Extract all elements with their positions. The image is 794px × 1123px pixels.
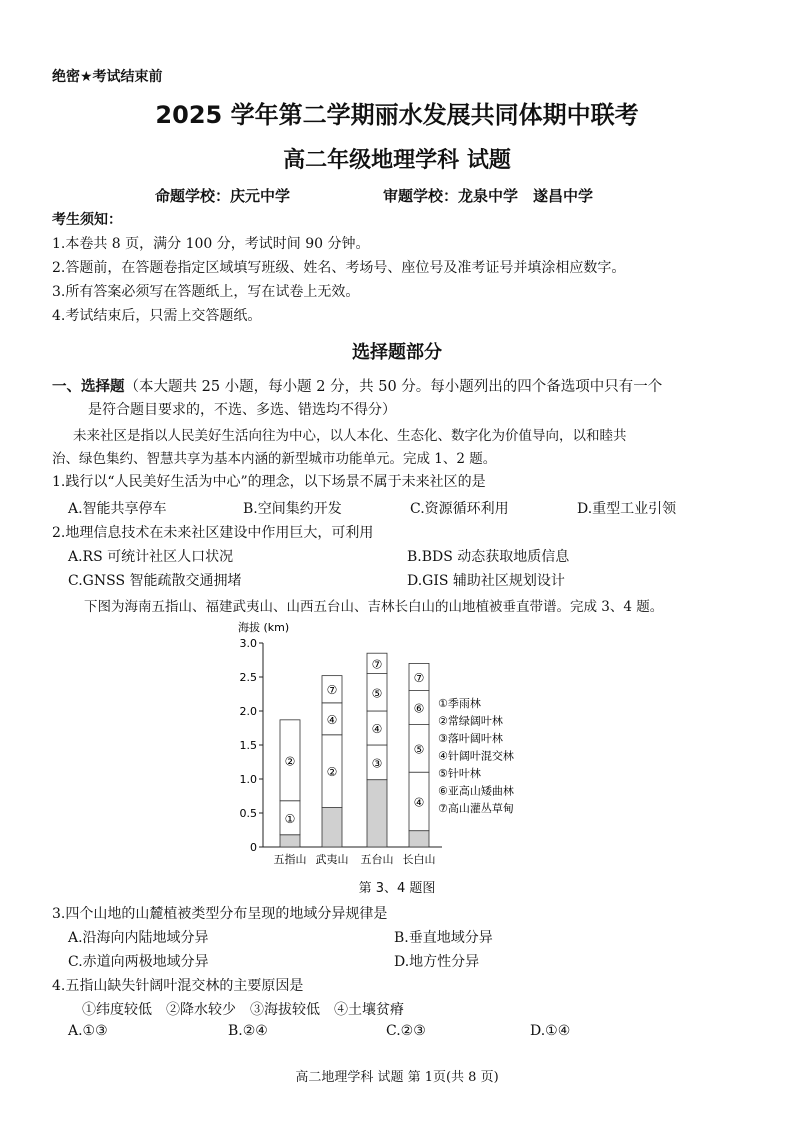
x-tick-label: 五台山 xyxy=(360,853,394,866)
passage1-line1: 未来社区是指以人民美好生活向往为中心，以人本化、生态化、数字化为价值导向，以和睦共 xyxy=(73,428,627,444)
band-label: ③ xyxy=(371,756,383,771)
y-tick-label: 2.5 xyxy=(239,671,257,684)
legend-entry: ③落叶阔叶林 xyxy=(438,732,503,745)
q2-option-a: A.RS 可统计社区人口状况 xyxy=(68,549,234,565)
y-tick-label: 2.0 xyxy=(239,705,257,718)
part1-description xyxy=(52,375,662,396)
band-label: ⑦ xyxy=(371,657,383,672)
notice-heading: 考生须知： xyxy=(52,212,122,228)
bar-base-shaded xyxy=(367,780,387,847)
q1-option-a: A.智能共享停车 xyxy=(68,501,167,517)
q1-option-b: B.空间集约开发 xyxy=(243,501,342,517)
q3-option-b: B.垂直地域分异 xyxy=(394,930,493,946)
band-label: ② xyxy=(326,765,338,780)
legend-entry: ⑦高山灌丛草甸 xyxy=(438,802,514,815)
section-title: 选择题部分 xyxy=(352,342,442,363)
y-tick-label: 1.5 xyxy=(239,739,257,752)
band-label: ② xyxy=(284,754,296,769)
exam-title: 2025 学年第二学期丽水发展共同体期中联考 xyxy=(155,101,639,129)
q3-option-c: C.赤道向两极地域分异 xyxy=(68,954,209,970)
bar-base-shaded xyxy=(280,835,300,847)
question-4-stem: 4.五指山缺失针阔叶混交林的主要原因是 xyxy=(52,978,304,994)
chart-caption: 第 3、4 题图 xyxy=(358,881,436,896)
band-label: ⑤ xyxy=(413,742,425,757)
notice-item: 2.答题前，在答题卷指定区域填写班级、姓名、考场号、座位号及准考证号并填涂相应数字。 xyxy=(52,260,626,276)
q4-factors: ①纬度较低 ②降水较少 ③海拔较低 ④土壤贫瘠 xyxy=(82,1002,404,1018)
y-tick-label: 0 xyxy=(250,841,257,854)
band-label: ① xyxy=(284,811,296,826)
q2-option-b: B.BDS 动态获取地质信息 xyxy=(407,549,570,565)
band-label: ④ xyxy=(371,722,383,736)
bar-base-shaded xyxy=(409,831,429,847)
part1-desc-line1: （本大题共 25 小题，每小题 2 分，共 50 分。每小题列出的四个备选项中只有一个 xyxy=(124,379,663,395)
passage2: 下图为海南五指山、福建武夷山、山西五台山、吉林长白山的山地植被垂直带谱。完成 3、4 题。 xyxy=(84,599,664,615)
band-label: ⑦ xyxy=(326,683,338,698)
secrecy-mark: 绝密★考试结束前 xyxy=(52,69,163,85)
x-tick-label: 长白山 xyxy=(402,853,436,866)
y-tick-label: 3.0 xyxy=(239,637,257,650)
q1-option-c: C.资源循环利用 xyxy=(410,501,509,517)
q4-option-c: C.②③ xyxy=(386,1023,426,1039)
vegetation-zone-chart xyxy=(230,615,550,873)
q3-option-a: A.沿海向内陆地域分异 xyxy=(68,930,209,946)
band-label: ④ xyxy=(326,712,338,727)
proposing-school: 命题学校：庆元中学 xyxy=(155,187,291,205)
q1-option-d: D.重型工业引领 xyxy=(577,501,677,517)
q2-option-d: D.GIS 辅助社区规划设计 xyxy=(407,573,565,589)
q4-option-b: B.②④ xyxy=(228,1023,268,1039)
band-label: ⑥ xyxy=(413,701,425,716)
notice-item: 3.所有答案必须写在答题纸上，写在试卷上无效。 xyxy=(52,284,360,300)
band-label: ⑦ xyxy=(413,671,425,685)
notice-item: 1.本卷共 8 页，满分 100 分，考试时间 90 分钟。 xyxy=(52,236,370,252)
passage1-line2: 治、绿色集约、智慧共享为基本内涵的新型城市功能单元。完成 1、2 题。 xyxy=(52,451,497,467)
x-tick-label: 武夷山 xyxy=(315,853,349,866)
band-label: ④ xyxy=(413,795,425,810)
page-footer: 高二地理学科 试题 第 1页(共 8 页) xyxy=(295,1070,499,1085)
question-2-stem: 2.地理信息技术在未来社区建设中作用巨大，可利用 xyxy=(52,525,374,541)
q2-option-c: C.GNSS 智能疏散交通拥堵 xyxy=(68,573,242,589)
y-axis-label: 海拔 (km) xyxy=(238,621,290,634)
question-1-stem: 1.践行以“人民美好生活为中心”的理念，以下场景不属于未来社区的是 xyxy=(52,474,486,490)
legend-entry: ②常绿阔叶林 xyxy=(438,714,503,728)
legend-entry: ⑥亚高山矮曲林 xyxy=(438,784,514,798)
q3-option-d: D.地方性分异 xyxy=(394,954,480,970)
notice-item: 4.考试结束后，只需上交答题纸。 xyxy=(52,308,262,324)
y-tick-label: 1.0 xyxy=(239,773,257,786)
y-tick-label: 0.5 xyxy=(239,807,257,820)
legend-entry: ①季雨林 xyxy=(438,697,481,710)
reviewing-schools: 审题学校：龙泉中学 遂昌中学 xyxy=(383,187,594,205)
x-tick-label: 五指山 xyxy=(273,853,307,866)
legend-entry: ④针阔叶混交林 xyxy=(438,749,514,763)
part1-desc-line2: 是符合题目要求的，不选、多选、错选均不得分） xyxy=(88,402,396,418)
q4-option-a: A.①③ xyxy=(68,1023,108,1039)
q4-option-d: D.①④ xyxy=(530,1023,571,1039)
legend-entry: ⑤针叶林 xyxy=(438,767,481,780)
band-label: ⑤ xyxy=(371,686,383,701)
question-3-stem: 3.四个山地的山麓植被类型分布呈现的地域分异规律是 xyxy=(52,906,388,922)
part1-label: 一、选择题 xyxy=(52,379,125,395)
exam-subtitle: 高二年级地理学科 试题 xyxy=(283,148,511,173)
bar-base-shaded xyxy=(322,808,342,847)
